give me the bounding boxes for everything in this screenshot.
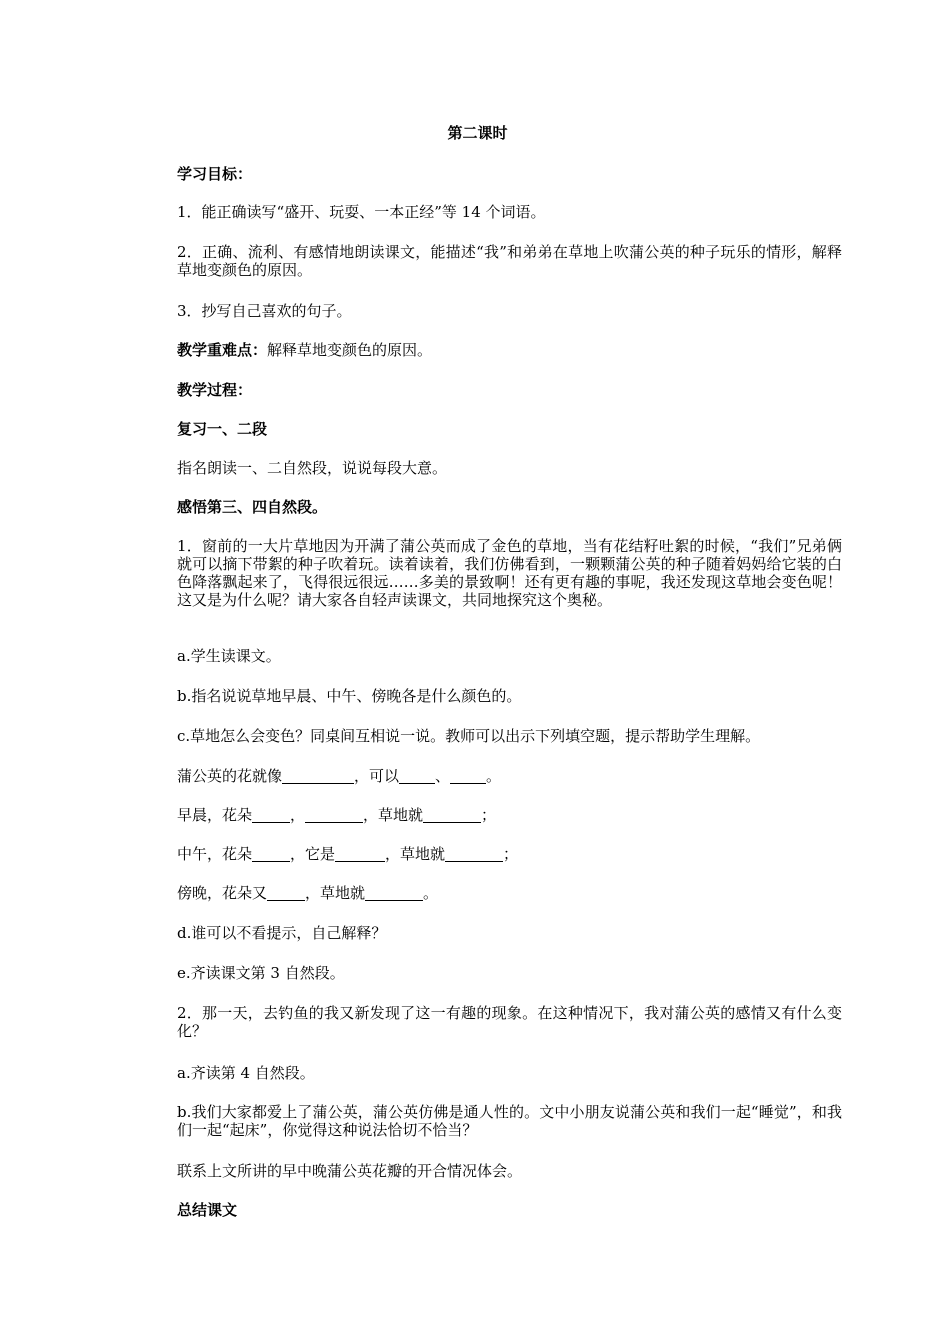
step-a: a.学生读课文。 xyxy=(177,647,281,665)
step-b: b.指名说说草地早晨、中午、傍晚各是什么颜色的。 xyxy=(177,687,522,705)
objective-3: 3．抄写自己喜欢的句子。 xyxy=(177,302,352,320)
step-a2: a.齐读第 4 自然段。 xyxy=(177,1064,315,1082)
blank xyxy=(252,846,290,862)
fill-blank-4: 傍晚，花朵又 ，草地就 。 xyxy=(177,884,439,902)
section-paragraph-2: 2．那一天，去钓鱼的我又新发现了这一有趣的现象。在这种情况下，我对蒲公英的感情又有什么变化？ xyxy=(177,1004,842,1040)
fill-blank-3: 中午，花朵 ，它是 ，草地就 ； xyxy=(177,845,519,863)
blank xyxy=(282,768,354,784)
review-heading: 复习一、二段 xyxy=(177,420,268,438)
blank xyxy=(423,807,481,823)
section-paragraph-1: 1．窗前的一大片草地因为开满了蒲公英而成了金色的草地，当有花结籽吐絮的时候，“我们”兄弟俩就可以摘下带絮的种子吹着玩。读着读着，我们仿佛看到，一颗颗蒲公英的种子随着妈妈给它装的白色降落飘起来了，飞得很远很远……多美的景致啊！还有更有趣的事呢，我还发现这草地会变色呢！这又是为什么呢？请大家各自轻声读课文，共同地探究这个奥秘。 xyxy=(177,537,842,609)
fill-blank-2: 早晨，花朵 ， ，草地就 ； xyxy=(177,806,497,824)
key-points-label: 教学重难点： xyxy=(177,341,268,359)
objectives-heading: 学习目标： xyxy=(177,165,253,183)
step-b2: b.我们大家都爱上了蒲公英，蒲公英仿佛是通人性的。文中小朋友说蒲公英和我们一起“睡觉”，和我们一起“起床”，你觉得这种说法恰切不恰当？ xyxy=(177,1103,842,1139)
link-text: 联系上文所讲的早中晚蒲公英花瓣的开合情况体会。 xyxy=(177,1162,523,1180)
lesson-title: 第二课时 xyxy=(447,124,508,142)
blank xyxy=(365,885,423,901)
summary-heading: 总结课文 xyxy=(177,1201,238,1219)
fill-blank-1: 蒲公英的花就像 ，可以 、 。 xyxy=(177,767,502,785)
section-heading: 感悟第三、四自然段。 xyxy=(177,498,328,516)
blank xyxy=(450,768,486,784)
blank xyxy=(252,807,290,823)
key-points-text: 解释草地变颜色的原因。 xyxy=(267,341,433,359)
blank xyxy=(399,768,435,784)
blank xyxy=(267,885,305,901)
step-e: e.齐读课文第 3 自然段。 xyxy=(177,964,345,982)
objective-1: 1．能正确读写“盛开、玩耍、一本正经”等 14 个词语。 xyxy=(177,203,546,221)
objective-2: 2．正确、流利、有感情地朗读课文，能描述“我”和弟弟在草地上吹蒲公英的种子玩乐的情形，解释草地变颜色的原因。 xyxy=(177,243,842,279)
process-heading: 教学过程： xyxy=(177,381,253,399)
review-text: 指名朗读一、二自然段，说说每段大意。 xyxy=(177,459,448,477)
step-d: d.谁可以不看提示，自己解释？ xyxy=(177,924,387,942)
blank xyxy=(445,846,503,862)
key-points xyxy=(145,341,842,359)
blank xyxy=(305,807,363,823)
step-c: c.草地怎么会变色？同桌间互相说一说。教师可以出示下列填空题，提示帮助学生理解。 xyxy=(177,727,761,745)
blank xyxy=(335,846,385,862)
